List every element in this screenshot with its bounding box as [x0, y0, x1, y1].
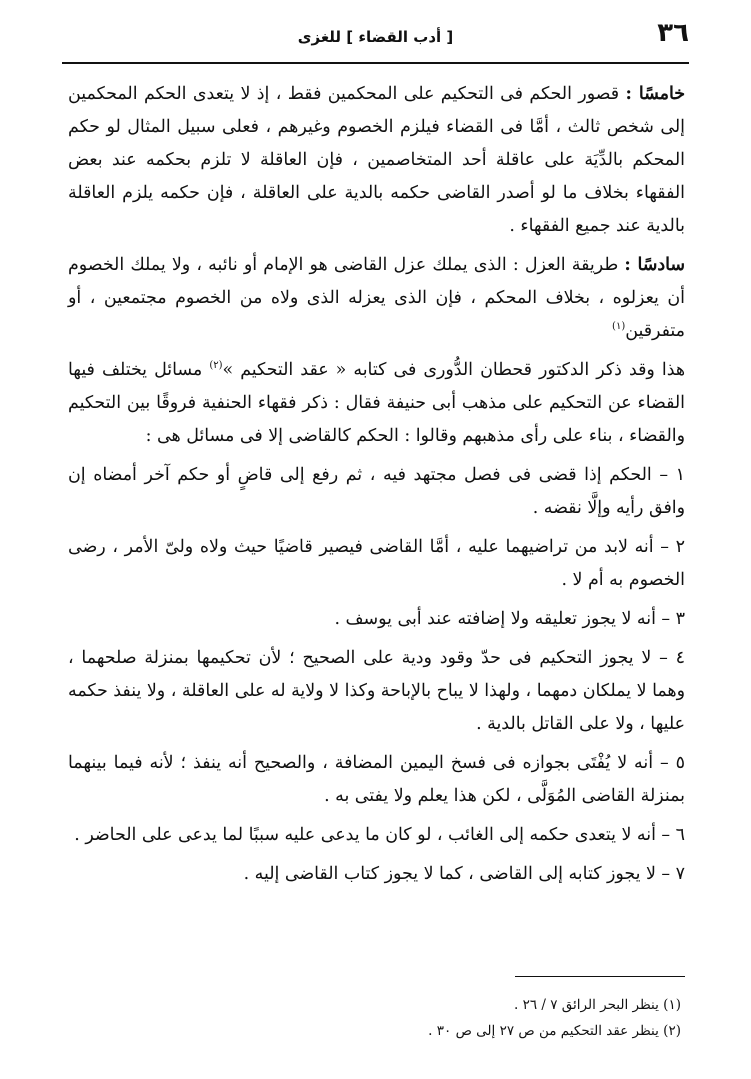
list-item: ٥ – أنه لا يُفْتَى بجوازه فى فسخ اليمين المضافة ، والصحيح أنه ينفذ ؛ لأنه فيما بينهما بمنزلة القاضى المُوَلَّى ، لكن هذا يعلم ولا يفتى به . — [68, 753, 685, 806]
list-item: ٧ – لا يجوز كتابه إلى القاضى ، كما لا يجوز كتاب القاضى إليه . — [243, 864, 685, 884]
list-item: ٢ – أنه لابد من تراضيهما عليه ، أمَّا القاضى فيصير قاضيًا حيث ولاه ولىّ الأمر ، رضى الخصوم به أم لا . — [68, 537, 685, 590]
paragraph-text: طريقة العزل : الذى يملك عزل القاضى هو الإمام أو نائبه ، ولا يملك الخصوم أن يعزلوه ، بخلاف المحكم ، فإن الذى يعزله الذى ولاه من الخصوم مجتمعين ، أو متفرقين — [68, 255, 685, 341]
list-item: ٦ – أنه لا يتعدى حكمه إلى الغائب ، لو كان ما يدعى عليه سببًا لما يدعى على الحاضر . — [74, 825, 685, 845]
page-header — [62, 14, 689, 64]
footnote-2: (٢) ينظر عقد التحكيم من ص ٢٧ إلى ص ٣٠ . — [428, 1023, 681, 1039]
list-item: ٣ – أنه لا يجوز تعليقه ولا إضافته عند أبى يوسف . — [334, 609, 685, 629]
paragraph-text: هذا وقد ذكر الدكتور قحطان الدُّورى فى كتابه « عقد التحكيم » — [222, 360, 685, 380]
paragraph-sixth-difference — [68, 249, 685, 348]
page-body — [68, 78, 685, 897]
footnote-ref-2: (٢) — [209, 360, 223, 372]
list-item: ٤ – لا يجوز التحكيم فى حدّ وقود ودية على الصحيح ؛ لأن تحكيمها بمنزلة صلحهما ، وهما لا يملكان دمهما ، ولهذا لا يباح بالإباحة وكذا لا ولاية له على العاقلة ، ولا ينفذ حكمه عليها ، ولا على القاتل بالدية . — [68, 648, 685, 734]
footnote-divider — [515, 976, 685, 977]
paragraph-lead: سادسًا : — [624, 255, 685, 275]
paragraph-lead: خامسًا : — [625, 84, 686, 104]
footnote-1: (١) ينظر البحر الرائق ٧ / ٢٦ . — [513, 997, 681, 1013]
paragraph-text: قصور الحكم فى التحكيم على المحكمين فقط ، إذ لا يتعدى الحكم المحكمين إلى شخص ثالث ، أمَّا فى القضاء فيلزم الخصوم وغيرهم ، فعلى سبيل المثال لو حكم المحكم بالدِّيَة على عاقلة أحد المتخاصمين ، فإن العاقلة لا تلزم بحكمه عند بعض الفقهاء بخلاف ما لو أصدر القاضى حكمه بالدية على العاقلة ، فإن حكمه يلزم العاقلة بالدية عند جميع الفقهاء . — [68, 84, 685, 236]
footnotes — [200, 992, 681, 1044]
list-item: ١ – الحكم إذا قضى فى فصل مجتهد فيه ، ثم رفع إلى قاضٍ أو حكم آخر أمضاه إن وافق رأيه وإلَّا نقضه . — [68, 465, 685, 518]
running-title: [ أدب القضاء ] للغزى — [297, 28, 454, 46]
page-number: ٣٦ — [657, 18, 689, 48]
paragraph-text: مسائل يختلف فيها القضاء عن التحكيم على مذهب أبى حنيفة فقال : ذكر فقهاء الحنفية فروقًا بين التحكيم والقضاء ، بناء على رأى مذهبهم وقالوا : الحكم كالقاضى إلا فى مسائل هى : — [68, 360, 685, 446]
paragraph-fifth-difference — [68, 78, 685, 243]
footnote-ref-1: (١) — [612, 321, 626, 333]
paragraph-intro-list — [68, 354, 685, 453]
